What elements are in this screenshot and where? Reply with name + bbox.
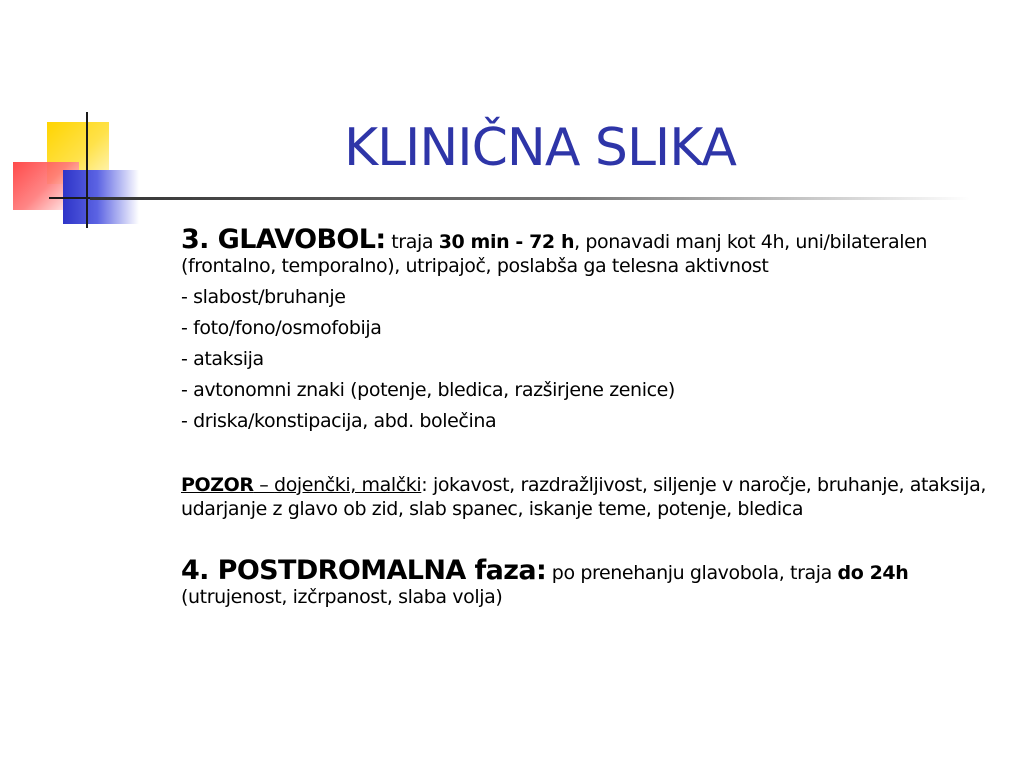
symptom-item: - ataksija — [181, 348, 264, 370]
postdromalna-heading: 4. POSTDROMALNA faza: — [181, 555, 547, 586]
postdromalna-duration: do 24h — [837, 562, 909, 584]
glavobol-text-2: , ponavadi manj kot 4h, uni/bilateralen (frontalno, temporalno), utripajoč, poslabša ga telesna aktivnost — [181, 231, 927, 277]
pozor-paragraph — [181, 473, 993, 521]
postdromalna-text-2: (utrujenost, izčrpanost, slaba volja) — [181, 586, 503, 608]
symptom-item: - slabost/bruhanje — [181, 286, 346, 308]
postdromalna-text-1: po prenehanju glavobola, traja — [546, 562, 838, 584]
glavobol-paragraph — [181, 224, 993, 278]
pozor-dash: – — [253, 474, 275, 496]
slide-title: KLINIČNA SLIKA — [343, 118, 737, 178]
glavobol-heading: 3. GLAVOBOL: — [181, 224, 386, 255]
glavobol-text-1: traja — [385, 231, 439, 253]
pozor-text: : jokavost, razdražljivost, siljenje v naročje, bruhanje, ataksija, udarjanje z glavo ob zid, slab spanec, iskanje teme, potenje, bledica — [181, 474, 987, 520]
symptom-item: - driska/konstipacija, abd. bolečina — [181, 410, 497, 432]
symptom-item: - avtonomni znaki (potenje, bledica, razširjene zenice) — [181, 379, 675, 401]
glavobol-duration: 30 min - 72 h — [438, 231, 575, 253]
vertical-line — [86, 112, 88, 228]
slide-body — [181, 224, 993, 609]
title-divider — [90, 197, 970, 200]
symptom-item: - foto/fono/osmofobija — [181, 317, 382, 339]
decorative-corner-graphic — [0, 0, 150, 240]
pozor-label: POZOR — [181, 474, 254, 496]
postdromalna-paragraph — [181, 555, 993, 609]
pozor-target: dojenčki, malčki — [274, 474, 422, 496]
